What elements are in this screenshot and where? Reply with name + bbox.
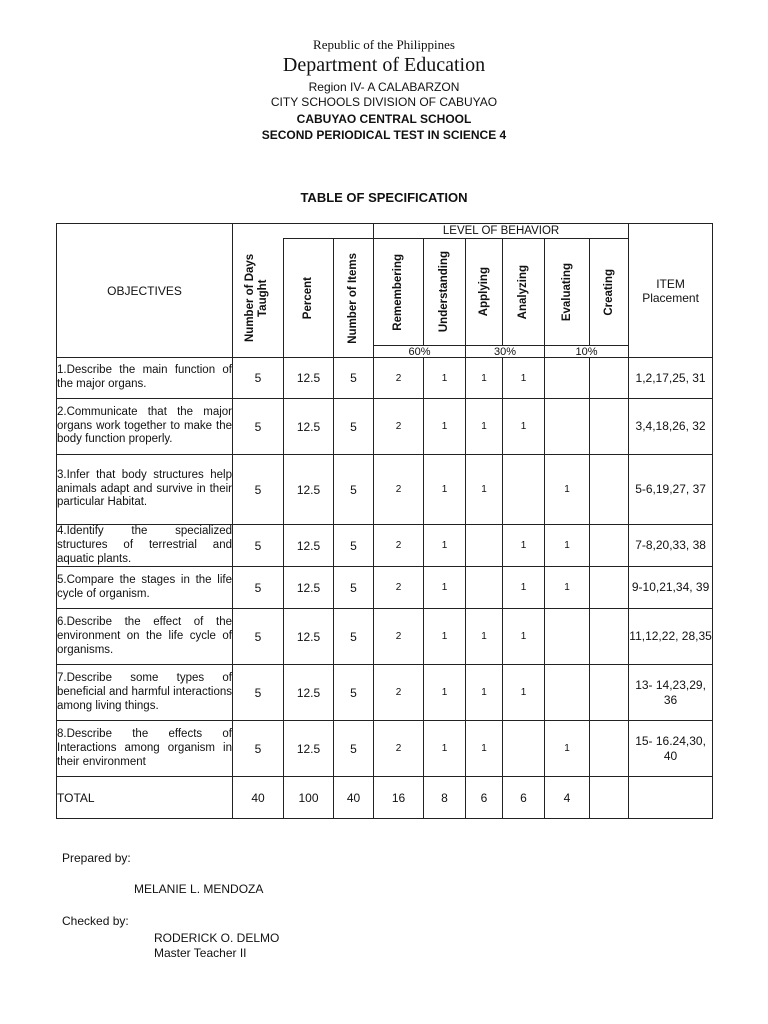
republic-line: Republic of the Philippines	[313, 37, 455, 52]
understanding-header: Understanding	[424, 239, 466, 346]
applying-cell	[466, 567, 503, 609]
evaluating-cell	[545, 609, 590, 665]
items-cell: 5	[334, 609, 374, 665]
items-cell: 5	[334, 567, 374, 609]
analyzing-cell: 1	[503, 609, 545, 665]
percent-cell: 12.5	[284, 609, 334, 665]
table-row	[57, 567, 713, 609]
evaluating-cell: 1	[545, 455, 590, 525]
items-cell: 5	[334, 358, 374, 399]
remembering-cell: 2	[374, 721, 424, 777]
evaluating-header: Evaluating	[545, 239, 590, 346]
total-row	[57, 777, 713, 819]
weight-10: 10%	[545, 346, 629, 358]
items-cell: 5	[334, 721, 374, 777]
table-row	[57, 525, 713, 567]
understanding-cell: 1	[424, 567, 466, 609]
weight-60: 60%	[374, 346, 466, 358]
items-cell: 5	[334, 399, 374, 455]
objective-cell: 6.Describe the effect of the environment on the life cycle of organisms.	[57, 609, 233, 665]
applying-cell	[466, 525, 503, 567]
objective-cell: 4.Identify the specialized structures of terrestrial and aquatic plants.	[57, 525, 233, 567]
table-row	[57, 609, 713, 665]
table-row	[57, 399, 713, 455]
days-cell: 5	[233, 455, 284, 525]
placement-cell: 15- 16.24,30, 40	[629, 721, 713, 777]
objective-cell: 3.Infer that body structures help animals adapt and survive in their particular Habitat.	[57, 455, 233, 525]
creating-cell	[590, 567, 629, 609]
objective-cell: 1.Describe the main function of the major organs.	[57, 358, 233, 399]
total-creating	[590, 777, 629, 819]
days-cell: 5	[233, 665, 284, 721]
analyzing-cell	[503, 455, 545, 525]
creating-cell	[590, 609, 629, 665]
understanding-cell: 1	[424, 525, 466, 567]
evaluating-cell	[545, 358, 590, 399]
table-row	[57, 721, 713, 777]
creating-cell	[590, 455, 629, 525]
items-cell: 5	[334, 455, 374, 525]
percent-header: Percent	[284, 239, 334, 358]
creating-cell	[590, 721, 629, 777]
applying-cell: 1	[466, 721, 503, 777]
items-cell: 5	[334, 525, 374, 567]
days-cell: 5	[233, 358, 284, 399]
division-line: CITY SCHOOLS DIVISION OF CABUYAO	[270, 95, 498, 109]
evaluating-cell	[545, 399, 590, 455]
days-cell: 5	[233, 609, 284, 665]
test-title: SECOND PERIODICAL TEST IN SCIENCE 4	[261, 128, 507, 142]
analyzing-cell: 1	[503, 525, 545, 567]
remembering-cell: 2	[374, 567, 424, 609]
total-remembering: 16	[374, 777, 424, 819]
checked-by-name: RODERICK O. DELMO	[154, 931, 280, 945]
percent-cell: 12.5	[284, 567, 334, 609]
remembering-cell: 2	[374, 455, 424, 525]
table-row	[57, 665, 713, 721]
applying-cell: 1	[466, 399, 503, 455]
remembering-cell: 2	[374, 358, 424, 399]
table-row	[57, 455, 713, 525]
placement-cell: 5-6,19,27, 37	[629, 455, 713, 525]
percent-cell: 12.5	[284, 665, 334, 721]
prepared-by-name: MELANIE L. MENDOZA	[134, 882, 264, 896]
table-row	[57, 358, 713, 399]
evaluating-cell	[545, 665, 590, 721]
placement-cell: 11,12,22, 28,35	[629, 609, 713, 665]
total-understanding: 8	[424, 777, 466, 819]
checked-by-label: Checked by:	[62, 914, 129, 928]
analyzing-cell	[503, 721, 545, 777]
total-applying: 6	[466, 777, 503, 819]
level-of-behavior-header: LEVEL OF BEHAVIOR	[374, 224, 629, 239]
placement-cell: 9-10,21,34, 39	[629, 567, 713, 609]
objective-cell: 2.Communicate that the major organs work together to make the body function properly.	[57, 399, 233, 455]
days-cell: 5	[233, 567, 284, 609]
creating-header: Creating	[590, 239, 629, 346]
placement-cell: 1,2,17,25, 31	[629, 358, 713, 399]
understanding-cell: 1	[424, 609, 466, 665]
table-title: TABLE OF SPECIFICATION	[300, 190, 468, 205]
evaluating-cell: 1	[545, 567, 590, 609]
analyzing-cell: 1	[503, 567, 545, 609]
days-cell: 5	[233, 721, 284, 777]
item-header-line2: Placement	[642, 290, 699, 305]
weight-30: 30%	[466, 346, 545, 358]
remembering-cell: 2	[374, 609, 424, 665]
creating-cell	[590, 358, 629, 399]
evaluating-cell: 1	[545, 721, 590, 777]
understanding-cell: 1	[424, 455, 466, 525]
total-label: TOTAL	[57, 777, 233, 819]
remembering-cell: 2	[374, 399, 424, 455]
total-placement	[629, 777, 713, 819]
applying-cell: 1	[466, 609, 503, 665]
analyzing-cell: 1	[503, 358, 545, 399]
region-line: Region IV- A CALABARZON	[308, 80, 460, 94]
percent-cell: 12.5	[284, 455, 334, 525]
placement-cell: 13- 14,23,29, 36	[629, 665, 713, 721]
applying-cell: 1	[466, 665, 503, 721]
placement-cell: 3,4,18,26, 32	[629, 399, 713, 455]
placement-cell: 7-8,20,33, 38	[629, 525, 713, 567]
creating-cell	[590, 525, 629, 567]
applying-cell: 1	[466, 455, 503, 525]
analyzing-header: Analyzing	[503, 239, 545, 346]
checked-by-title: Master Teacher II	[154, 946, 247, 960]
days-taught-header: Number of Days Taught	[233, 239, 284, 358]
total-analyzing: 6	[503, 777, 545, 819]
department-title: Department of Education	[282, 54, 486, 76]
number-of-items-header: Number of Items	[334, 239, 374, 358]
total-evaluating: 4	[545, 777, 590, 819]
header-spacer	[233, 224, 374, 239]
remembering-header: Remembering	[374, 239, 424, 346]
remembering-cell: 2	[374, 525, 424, 567]
understanding-cell: 1	[424, 358, 466, 399]
creating-cell	[590, 665, 629, 721]
objective-cell: 7.Describe some types of beneficial and harmful interactions among living things.	[57, 665, 233, 721]
analyzing-cell: 1	[503, 399, 545, 455]
total-percent: 100	[284, 777, 334, 819]
total-days: 40	[233, 777, 284, 819]
understanding-cell: 1	[424, 721, 466, 777]
items-cell: 5	[334, 665, 374, 721]
school-name: CABUYAO CENTRAL SCHOOL	[296, 112, 472, 126]
days-cell: 5	[233, 399, 284, 455]
applying-cell: 1	[466, 358, 503, 399]
understanding-cell: 1	[424, 399, 466, 455]
percent-cell: 12.5	[284, 399, 334, 455]
objective-cell: 5.Compare the stages in the life cycle of organism.	[57, 567, 233, 609]
understanding-cell: 1	[424, 665, 466, 721]
prepared-by-label: Prepared by:	[62, 851, 131, 865]
percent-cell: 12.5	[284, 525, 334, 567]
total-items: 40	[334, 777, 374, 819]
item-placement-header	[629, 224, 713, 358]
percent-cell: 12.5	[284, 721, 334, 777]
creating-cell	[590, 399, 629, 455]
analyzing-cell: 1	[503, 665, 545, 721]
days-cell: 5	[233, 525, 284, 567]
objective-cell: 8.Describe the effects of Interactions among organism in their environment	[57, 721, 233, 777]
remembering-cell: 2	[374, 665, 424, 721]
item-header-line1: ITEM	[656, 276, 685, 291]
applying-header: Applying	[466, 239, 503, 346]
objectives-header: OBJECTIVES	[57, 224, 233, 358]
evaluating-cell: 1	[545, 525, 590, 567]
specification-table	[56, 223, 713, 819]
percent-cell: 12.5	[284, 358, 334, 399]
